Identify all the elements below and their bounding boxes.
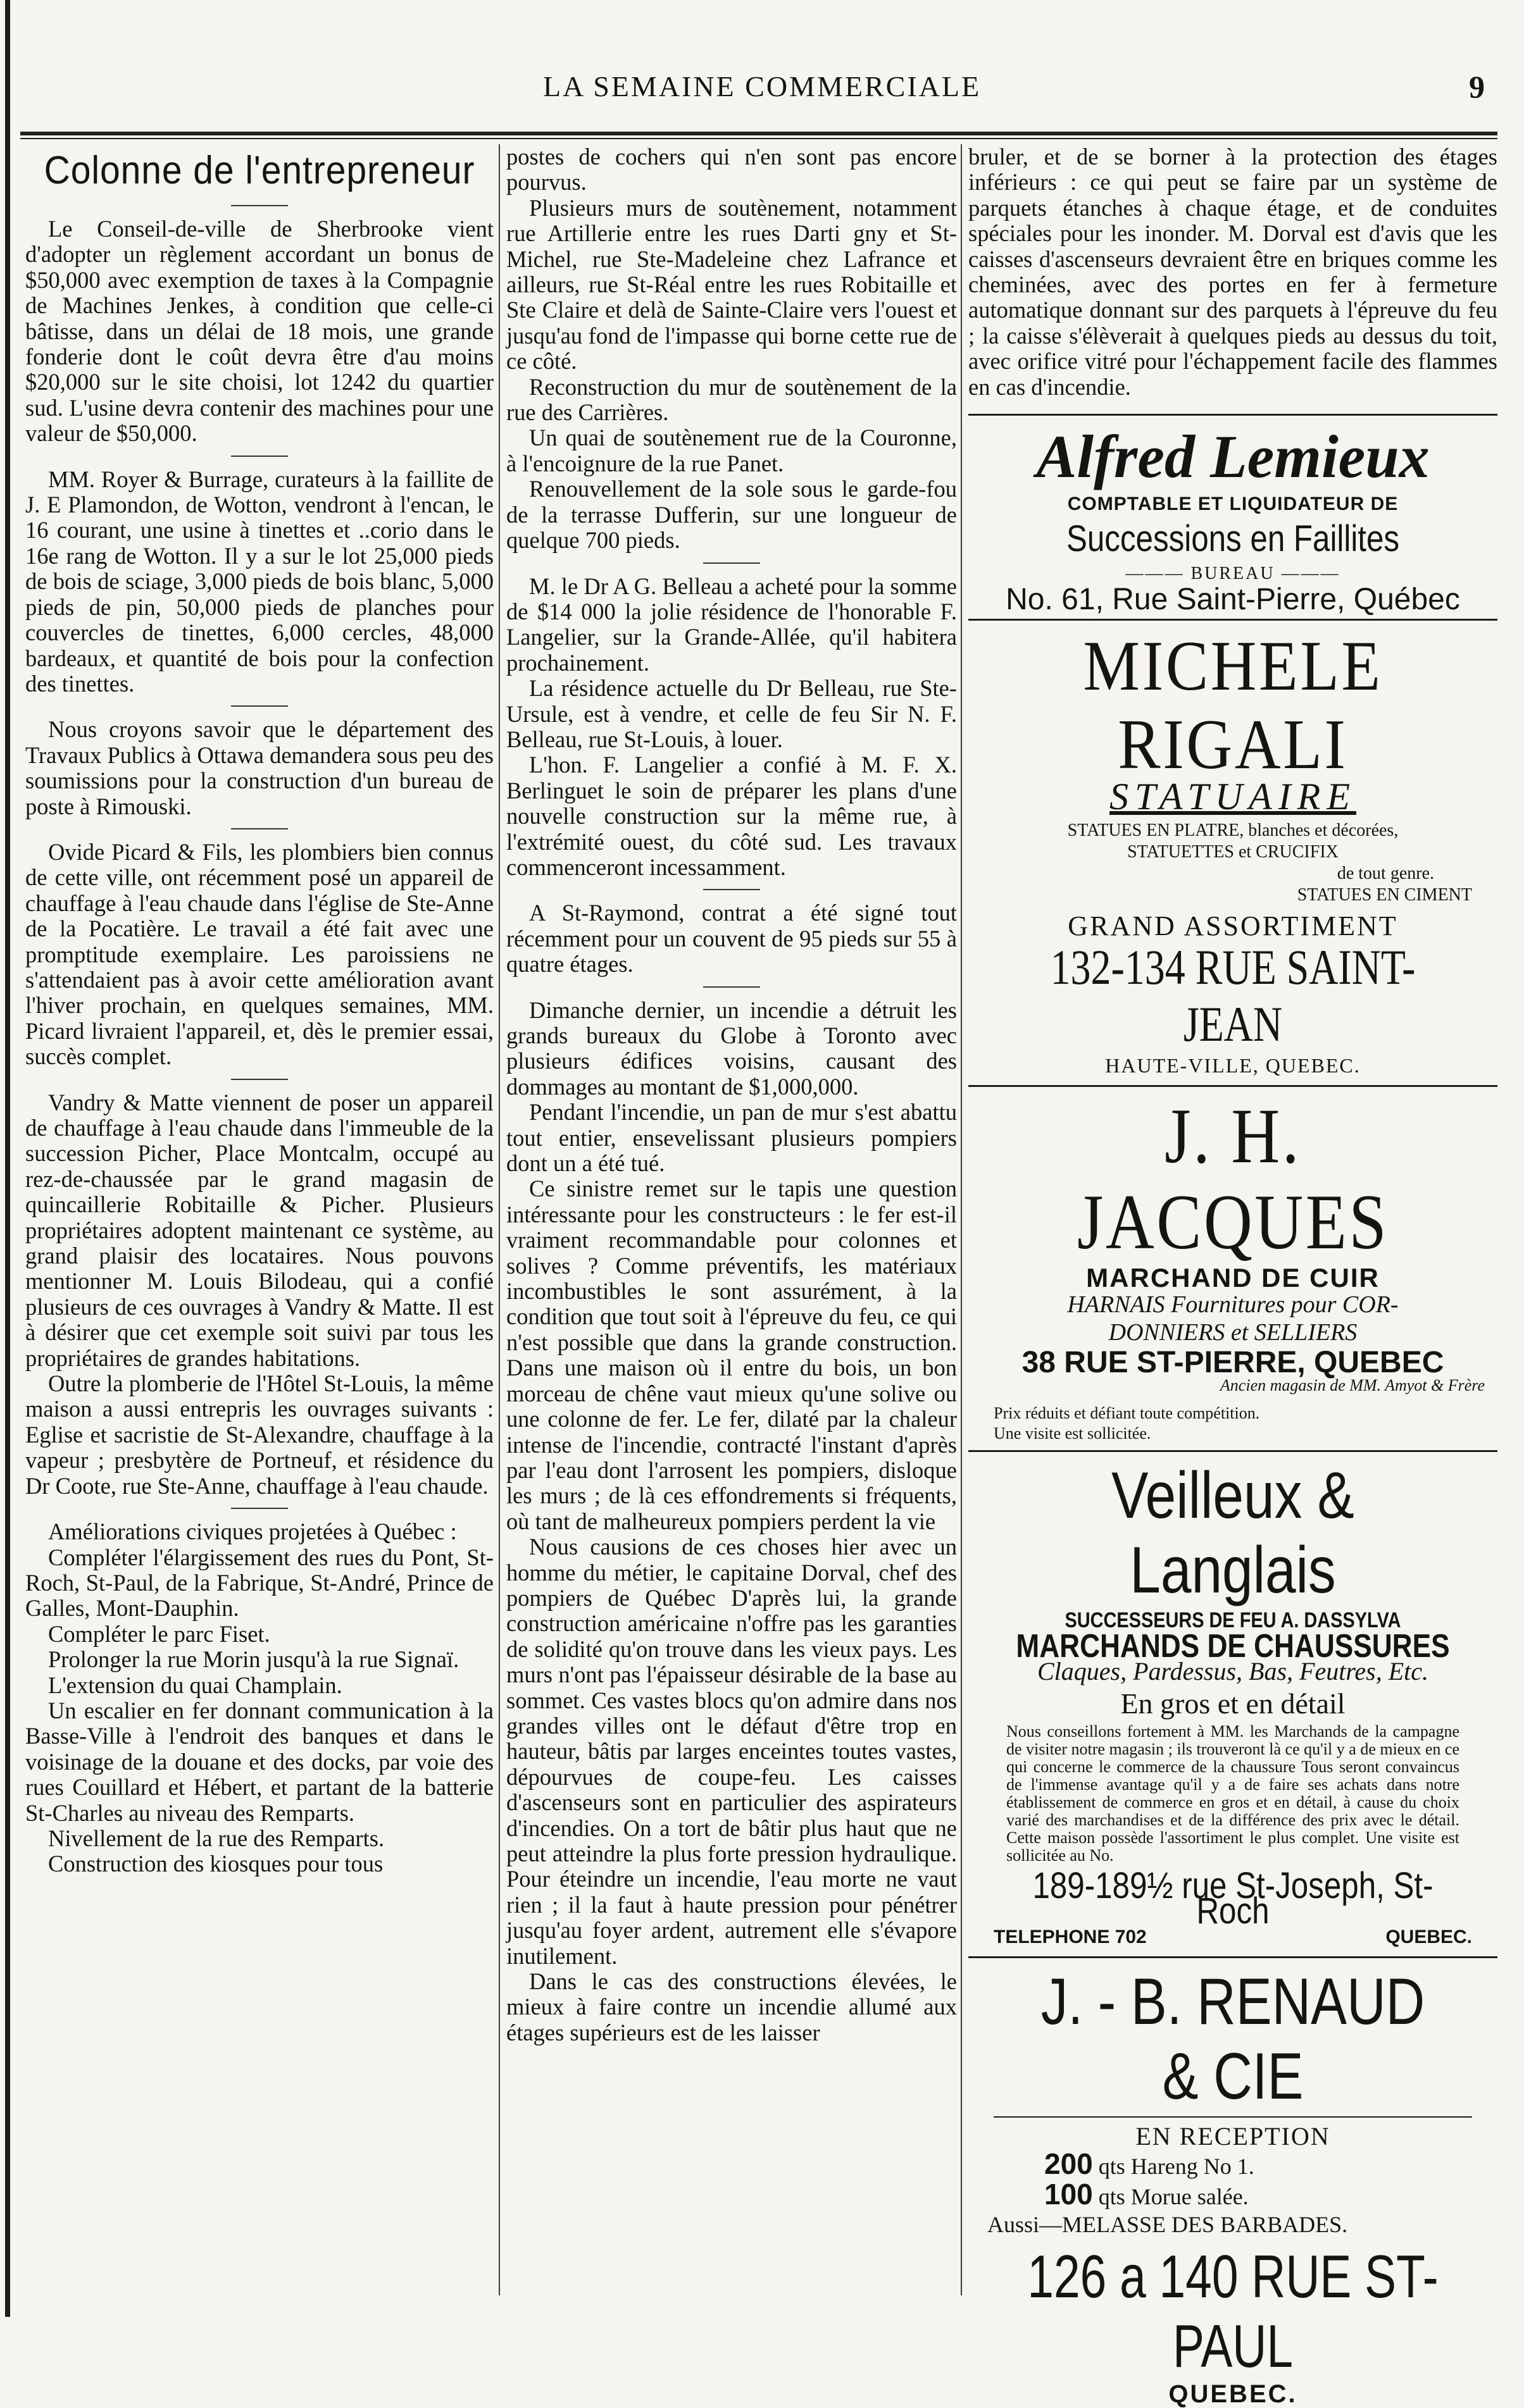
ad-city: QUEBEC.: [1385, 1926, 1472, 1947]
article-paragraph: Nivellement de la rue des Remparts.: [48, 1825, 385, 1851]
article-paragraph: A St-Raymond, contrat a été signé tout récemment pour un couvent de 95 pieds sur 55 à quatre étages.: [506, 900, 957, 977]
ad-line: HARNAIS Fournitures pour COR-: [1067, 1291, 1399, 1318]
ad-address: 189-189½ rue St-Joseph, St-Roch: [1032, 1865, 1433, 1932]
ad-title: J. - B. RENAUD & CIE: [1040, 1965, 1425, 2114]
article-paragraph: Dimanche dernier, un incendie a détruit les grands bureaux du Globe à Toronto avec plusieurs édifices voisins, causant des dommages au montant de $1,000,000.: [506, 996, 957, 1100]
header-rule: [20, 132, 1497, 135]
ad-label-text: BUREAU: [1190, 564, 1275, 584]
ad-item-qty: 100: [1044, 2177, 1093, 2211]
article-paragraph: Améliorations civiques projetées à Québec :: [48, 1518, 457, 1545]
separator: [703, 986, 760, 988]
separator: [231, 1079, 288, 1080]
ad-jacques: [968, 1093, 1497, 1444]
column-heading: Colonne de l'entrepreneur: [44, 149, 475, 192]
ad-line: Claques, Pardessus, Bas, Feutres, Etc.: [1037, 1657, 1429, 1686]
header-rule-thin: [20, 138, 1497, 139]
ad-title: J. H. JACQUES: [1077, 1092, 1389, 1265]
ad-line: STATUETTES et CRUCIFIX: [1127, 841, 1339, 862]
article-paragraph: postes de cochers qui n'en sont pas encore pourvus.: [506, 144, 957, 195]
ad-lemieux: [968, 422, 1497, 616]
ad-item: Aussi—MELASSE DES BARBADES.: [987, 2211, 1348, 2237]
separator: [703, 562, 760, 564]
ad-line: DONNIERS et SELLIERS: [1108, 1319, 1358, 1346]
article-paragraph: Nous causions de ces choses hier avec un homme du métier, le capitaine Dorval, chef des pompiers de Québec D'après lui, la grande construction américaine n'offre pas les garanties de solidité qu'on trouve dans les vieux pays. Les murs n'ont pas l'épaisseur désirable de la base au sommet. Ces vastes blocs qu'on admire dans nos grandes villes ont le défaut d'être trop en hauteur, bâtis par larges enceintes toutes vastes, dépourvues de coupe-feu. Les caisses d'ascenseurs sont en particulier des aspirateurs d'incendies. On a tort de bâtir plus haut que ne peut atteindre la plus forte pression hydraulique. Pour éteindre un incendie, l'eau morte ne vaut rien ; il la faut à haute pression pour pénétrer jusqu'au foyer ardent, autrement elle s'évapore inutilement.: [506, 1534, 957, 1969]
ad-label: ——— BUREAU ———: [1125, 564, 1340, 584]
article-paragraph: Prolonger la rue Morin jusqu'à la rue Signaï.: [48, 1646, 459, 1673]
ad-line: STATUES EN CIMENT: [1297, 884, 1472, 905]
ad-subtitle: EN RECEPTION: [1135, 2122, 1330, 2151]
article-paragraph: Reconstruction du mur de soutènement de la rue des Carrières.: [506, 373, 957, 426]
article-paragraph: Dans le cas des constructions élevées, le mieux à faire contre un incendie allumé aux étages supérieurs est de les laisser: [506, 1968, 957, 2045]
ad-line: GRAND ASSORTIMENT: [1068, 910, 1398, 941]
ad-address: 38 RUE ST-PIERRE, QUEBEC: [1021, 1345, 1444, 1379]
column-3: [968, 144, 1497, 2407]
separator: [231, 828, 288, 829]
article-paragraph: Pendant l'incendie, un pan de mur s'est abattu tout entier, ensevelissant plusieurs pompiers dont un a été tué.: [506, 1099, 957, 1177]
ad-rigali: [968, 627, 1497, 1078]
article-paragraph: Construction des kiosques pour tous: [48, 1851, 384, 1877]
column-divider: [499, 144, 500, 2295]
article-paragraph: M. le Dr A G. Belleau a acheté pour la somme de $14 000 la jolie résidence de l'honorable F. Langelier, sur la Grande-Allée, qu'il habitera prochainement.: [506, 573, 957, 676]
column-2: [506, 144, 957, 2045]
ad-telephone: TELEPHONE 702: [994, 1926, 1147, 1947]
article-paragraph: Outre la plomberie de l'Hôtel St-Louis, la même maison a aussi entrepris les ouvrages suivants : Eglise et sacristie de St-Alexandre, chauffage à la vapeur ; presbytère de Portneuf, et résidence du Dr Coote, rue Ste-Anne, chauffage à l'eau chaude.: [25, 1370, 494, 1499]
running-header: [0, 63, 1524, 127]
article-paragraph: La résidence actuelle du Dr Belleau, rue Ste-Ursule, est à vendre, et celle de feu Sir N. F. Belleau, rue St-Louis, à louer.: [506, 675, 957, 752]
ad-subtitle: STATUAIRE: [1109, 776, 1356, 818]
ad-rule: [968, 414, 1497, 416]
article-paragraph: Compléter le parc Fiset.: [48, 1620, 270, 1647]
ad-address: No. 61, Rue Saint-Pierre, Québec: [1006, 582, 1460, 616]
ad-body: Nous conseillons fortement à MM. les Marchands de la campagne de visiter notre magasin ; ils trouveront là ce qu'il y a de mieux en ce qui concerne le commerce de la chaussure Tous seront convaincus de l'immense avantage qu'il y a de faire ses achats dans notre établissement de commerce en gros et en détail, à cause du choix varié des marchandises et de la différence des prix avec le détail. Cette maison possède l'assortiment le plus complet. Une visite est sollicitée au No.: [1006, 1722, 1459, 1865]
ad-city: HAUTE-VILLE, QUEBEC.: [1105, 1054, 1361, 1077]
ad-rule: [968, 1956, 1497, 1958]
article-paragraph: Plusieurs murs de soutènement, notamment rue Artillerie entre les rues Darti gny et St-Michel, rue Ste-Madeleine chez Lafrance et ailleurs, rue St-Réal entre les rues Robitaille et Ste Claire et delà de Sainte-Claire vers l'ouest et jusqu'au fond de l'impasse qui borne cette rue de ce côté.: [506, 194, 957, 375]
ad-line: STATUES EN PLATRE, blanches et décorées,: [1067, 820, 1399, 840]
ad-rule: [968, 619, 1497, 621]
ad-title: Alfred Lemieux: [1036, 423, 1430, 491]
ad-title: MICHELE RIGALI: [1083, 627, 1383, 785]
ad-veilleux: [968, 1458, 1497, 1950]
binding-edge: [5, 0, 10, 2317]
article-paragraph: bruler, et de se borner à la protection des étages inférieurs : ce qui peut se faire par un système de parquets étanches à chaque étage, et de conduites spéciales pour les inonder. M. Dorval est d'avis que les caisses d'ascenseurs devraient être en briques comme les cheminées, avec des portes en fer à fermeture automatique donnant sur des parquets à l'épreuve du feu ; la caisse s'élèverait à quelques pieds au dessus du toit, avec orifice vitré pour l'échappement facile des flammes en cas d'incendie.: [968, 144, 1497, 400]
ad-rule: [968, 1085, 1497, 1087]
separator: [231, 705, 288, 707]
ad-rule: [994, 2116, 1472, 2118]
column-divider: [961, 144, 962, 2295]
ad-item: [968, 2147, 1497, 2180]
ad-line: de tout genre.: [1337, 863, 1434, 883]
ad-line: Prix réduits et défiant toute compétition.: [994, 1404, 1260, 1423]
separator: [703, 889, 760, 890]
article-paragraph: Renouvellement de la sole sous le garde-fou de la terrasse Dufferin, sur une longueur de quelque 700 pieds.: [506, 476, 957, 554]
ad-headline: Successions en Faillites: [1066, 518, 1400, 560]
ad-rule: [968, 1450, 1497, 1452]
article-paragraph: L'extension du quai Champlain.: [48, 1672, 342, 1698]
ad-item-text: qts Hareng No 1.: [1098, 2153, 1254, 2179]
article-paragraph: MM. Royer & Burrage, curateurs à la faillite de J. E Plamondon, de Wotton, vendront à l'encan, le 16 courant, une usine à tinettes et ..corio dans le 16e rang de Wotton. Il y a sur le lot 25,000 pieds de bois de sciage, 3,000 pieds de bois blanc, 5,000 pieds de pin, 50,000 pieds de planches pour couvercles de tinettes, 6,000 cercles, 48,000 bardeaux, et quantité de bois pour la confection des tinettes.: [25, 466, 494, 697]
article-paragraph: Nous croyons savoir que le département des Travaux Publics à Ottawa demandera sous peu des soumissions pour la construction d'un bureau de poste à Rimouski.: [25, 716, 494, 819]
ad-item-text: qts Morue salée.: [1098, 2183, 1249, 2209]
ad-item: [968, 2177, 1497, 2211]
ad-subtitle: MARCHAND DE CUIR: [1086, 1262, 1380, 1293]
ad-city: QUEBEC.: [1168, 2380, 1297, 2408]
article-paragraph: Le Conseil-de-ville de Sherbrooke vient d'adopter un règlement accordant un bonus de $50,000 avec exemption de taxes à la Compagnie de Machines Jenkes, à condition que celle-ci bâtisse, dans un délai de 18 mois, une grande fonderie dont le coût devra être d'au moins $20,000 sur le site choisi, lot 1242 du quartier sud. L'usine devra contenir des machines pour une valeur de $50,000.: [25, 216, 494, 447]
article-paragraph: Ovide Picard & Fils, les plombiers bien connus de cette ville, ont récemment posé un appareil de chauffage à l'eau chaude dans l'église de Ste-Anne de la Pocatière. Le travail a été fait avec une promptitude exemplaire. Les paroissiens ne s'attendaient pas à avoir cette amélioration avant l'hiver prochain, en quelques semaines, MM. Picard livraient l'appareil, et, dès le premier essai, succès complet.: [25, 838, 494, 1070]
ad-line: En gros et en détail: [1120, 1687, 1346, 1720]
ad-line: Une visite est sollicitée.: [994, 1424, 1151, 1443]
ad-renaud: [968, 1964, 1497, 2407]
article-paragraph: Un quai de soutènement rue de la Couronne, à l'encoignure de la rue Panet.: [506, 425, 957, 476]
article-paragraph: Un escalier en fer donnant communication à la Basse-Ville à l'endroit des banques et dans le voisinage de la douane et des docks, par voie des rues Couillard et Hébert, et partant de la batterie St-Charles au niveau des Remparts.: [25, 1697, 494, 1826]
ad-title: Veilleux & Langlais: [1111, 1459, 1354, 1608]
ad-subtitle: COMPTABLE ET LIQUIDATEUR DE: [1067, 493, 1399, 515]
article-paragraph: L'hon. F. Langelier a confié à M. F. X. Berlinguet le soin de préparer les plans d'une nouvelle construction sur la même rue, à l'extrémité ouest, du côté sud. Les travaux commenceront incessamment.: [506, 752, 957, 880]
article-paragraph: Vandry & Matte viennent de poser un appareil de chauffage à l'eau chaude dans l'immeuble de la succession Picher, Place Montcalm, occupé au rez-de-chaussée par le grand magasin de quincaillerie Robitaille & Picher. Plusieurs propriétaires adoptent maintenant ce système, au grand plaisir des locataires. Nous pouvons mentionner M. Louis Bilodeau, qui a confié plusieurs de ces ouvrages à Vandry & Matte. Il est à désirer que cet exemple soit suivi par tous les propriétaires de grandes habitations.: [25, 1089, 494, 1371]
ad-line: Ancien magasin de MM. Amyot & Frère: [1220, 1376, 1485, 1395]
separator: [231, 205, 288, 206]
separator: [231, 456, 288, 457]
column-1: [25, 144, 494, 1877]
ad-item-qty: 200: [1044, 2147, 1093, 2180]
ad-address: 126 a 140 RUE ST-PAUL: [1027, 2242, 1439, 2380]
article-paragraph: Ce sinistre remet sur le tapis une question intéressante pour les constructeurs : le fer est-il vraiment recommandable pour colonnes et solives ? Comme préventifs, les matériaux incombustibles le sont assurément, à la condition que tout soit à l'épreuve du feu, ce qui n'est possible que dans la grande construction. Dans une maison où il entre du bois, un bon morceau de chêne vaut mieux qu'une solive ou une colonne de fer. Le fer, dilaté par la chaleur intense de l'incendie, contracté l'instant d'après par l'eau dont l'arrosent les pompiers, disloque les murs ; de là ces effondrements si fréquents, où tant de malheureux pompiers perdent la vie: [506, 1176, 957, 1534]
page-number: 9: [1469, 69, 1485, 104]
ad-subtitle: SUCCESSEURS DE FEU A. DASSYLVA: [1065, 1608, 1401, 1633]
ad-address: 132-134 RUE SAINT-JEAN: [1050, 940, 1416, 1052]
newspaper-title: LA SEMAINE COMMERCIALE: [542, 70, 982, 102]
separator: [231, 1508, 288, 1509]
ad-headline: MARCHANDS DE CHAUSSURES: [1016, 1627, 1450, 1665]
article-paragraph: Compléter l'élargissement des rues du Pont, St-Roch, St-Paul, de la Fabrique, St-André, Prince de Galles, Mont-Dauphin.: [25, 1544, 494, 1622]
